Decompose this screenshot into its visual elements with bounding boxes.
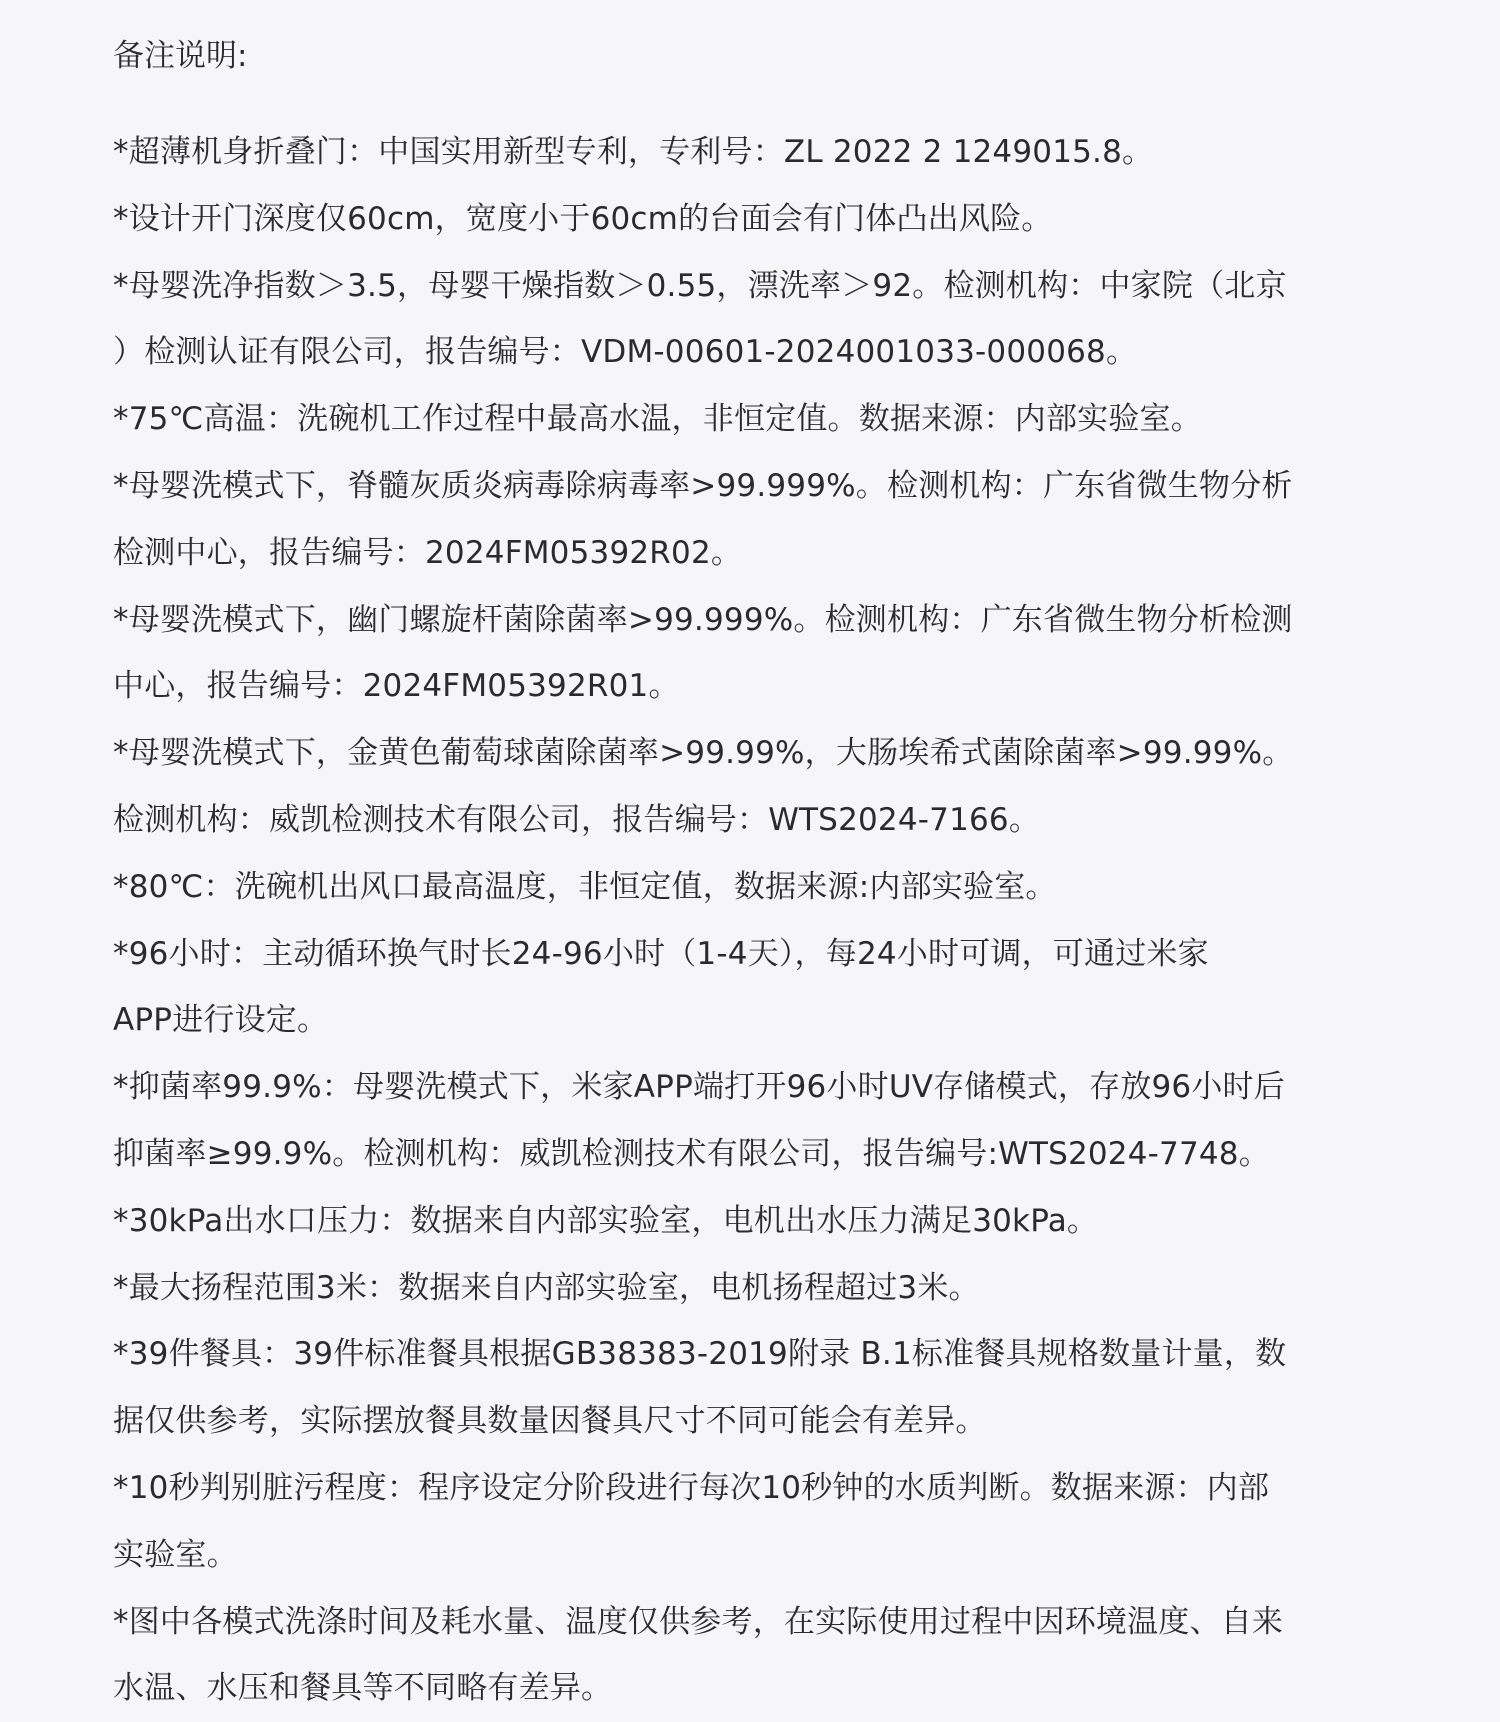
note-line: *96小时：主动循环换气时长24-96小时（1-4天），每24小时可调，可通过米家 — [113, 935, 1209, 972]
remarks-list — [113, 119, 1403, 1722]
note-line: APP进行设定。 — [113, 1002, 329, 1039]
note-line: ）检测认证有限公司，报告编号：VDM-00601-2024001033-000068。 — [113, 334, 1138, 371]
note-line: *10秒判别脏污程度：程序设定分阶段进行每次10秒钟的水质判断。数据来源：内部 — [113, 1469, 1270, 1506]
note-line: 据仅供参考，实际摆放餐具数量因餐具尺寸不同可能会有差异。 — [113, 1403, 987, 1440]
note-line: 水温、水压和餐具等不同略有差异。 — [113, 1670, 613, 1707]
note-line: *75℃高温：洗碗机工作过程中最高水温，非恒定值。数据来源：内部实验室。 — [113, 401, 1202, 438]
note-line: *39件餐具：39件标准餐具根据GB38383-2019附录 B.1标准餐具规格数量计量，数 — [113, 1336, 1287, 1373]
remarks-title: 备注说明: — [113, 38, 248, 74]
note-line: 检测机构：威凯检测技术有限公司，报告编号：WTS2024-7166。 — [113, 801, 1041, 838]
note-line: *母婴洗模式下，幽门螺旋杆菌除菌率>99.999%。检测机构：广东省微生物分析检测 — [113, 601, 1293, 638]
note-line: *图中各模式洗涤时间及耗水量、温度仅供参考，在实际使用过程中因环境温度、自来 — [113, 1603, 1284, 1640]
note-line: 抑菌率≥99.9%。检测机构：威凯检测技术有限公司，报告编号:WTS2024-7748。 — [113, 1135, 1270, 1172]
note-line: *最大扬程范围3米：数据来自内部实验室，电机扬程超过3米。 — [113, 1269, 980, 1306]
note-line: *母婴洗净指数＞3.5，母婴干燥指数＞0.55，漂洗率＞92。检测机构：中家院（北京 — [113, 267, 1287, 304]
note-line: *母婴洗模式下，金黄色葡萄球菌除菌率>99.99%，大肠埃希式菌除菌率>99.99%。 — [113, 735, 1294, 772]
note-line: 实验室。 — [113, 1536, 238, 1573]
note-line: *母婴洗模式下，脊髓灰质炎病毒除病毒率>99.999%。检测机构：广东省微生物分析 — [113, 467, 1293, 504]
note-line: *30kPa出水口压力：数据来自内部实验室，电机出水压力满足30kPa。 — [113, 1202, 1099, 1239]
note-line: 中心，报告编号：2024FM05392R01。 — [113, 668, 680, 705]
note-line: 检测中心，报告编号：2024FM05392R02。 — [113, 534, 743, 571]
note-line: *抑菌率99.9%：母婴洗模式下，米家APP端打开96小时UV存储模式，存放96小时后 — [113, 1069, 1285, 1106]
note-line: *设计开门深度仅60cm，宽度小于60cm的台面会有门体凸出风险。 — [113, 200, 1053, 237]
note-line: *80℃：洗碗机出风口最高温度，非恒定值，数据来源:内部实验室。 — [113, 868, 1057, 905]
note-line: *超薄机身折叠门：中国实用新型专利，专利号：ZL 2022 2 1249015.8。 — [113, 134, 1154, 170]
